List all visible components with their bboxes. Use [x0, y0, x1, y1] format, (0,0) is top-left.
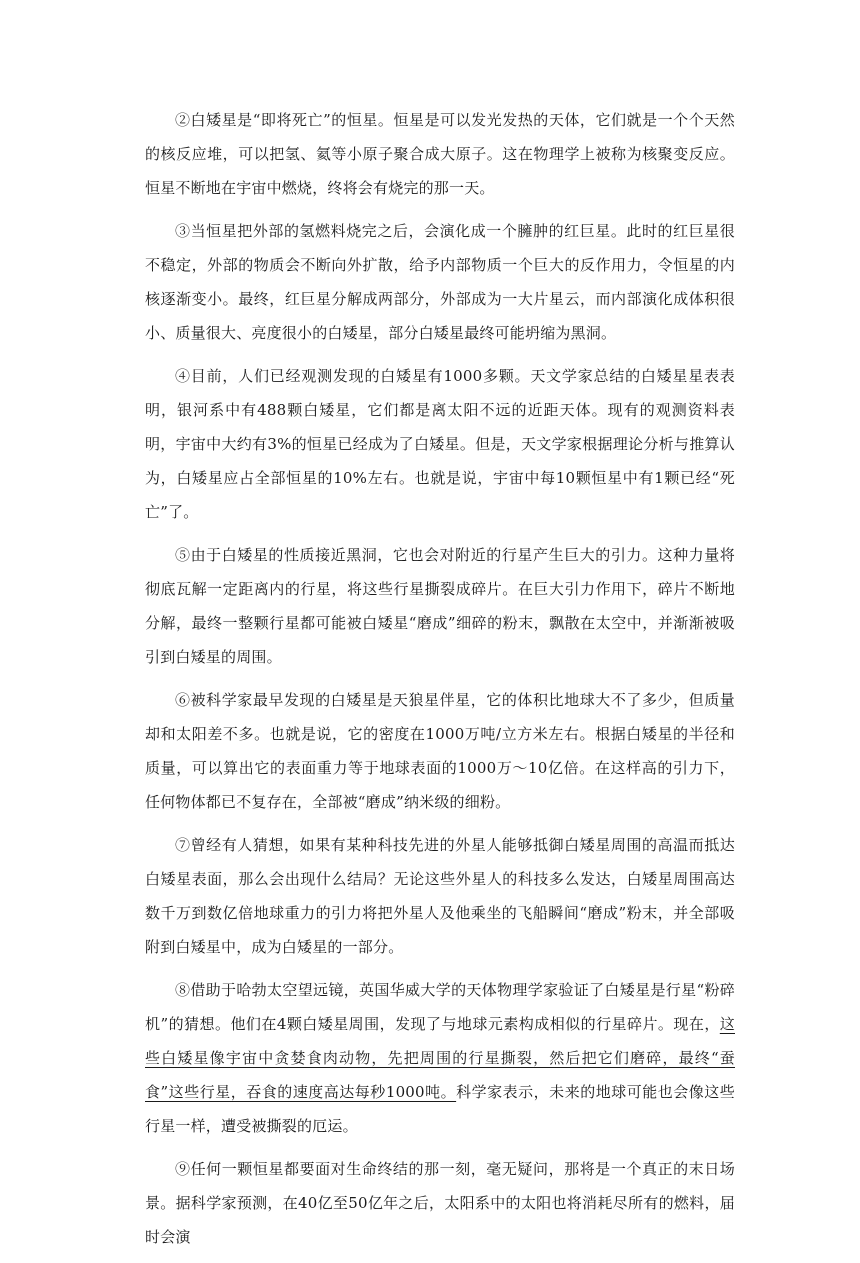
paragraph-4: [145, 359, 735, 529]
paragraph-text: ④目前，人们已经观测发现的白矮星有1000多颗。天文学家总结的白矮星星表表明，银河系中有488颗白矮星，它们都是离太阳不远的近距天体。现有的观测资料表明，宇宙中大约有3%的恒星已经成为了白矮星。但是，天文学家根据理论分析与推算认为，白矮星应占全部恒星的10%左右。也就是说，宇宙中每10颗恒星中有1颗已经“死亡”了。: [145, 367, 735, 521]
paragraph-7: [145, 828, 735, 964]
paragraph-text: ⑦曾经有人猜想，如果有某种科技先进的外星人能够抵御白矮星周围的高温而抵达白矮星表面，那么会出现什么结局？无论这些外星人的科技多么发达，白矮星周围高达数千万到数亿倍地球重力的引力将把外星人及他乘坐的飞船瞬间“磨成”粉末，并全部吸附到白矮星中，成为白矮星的一部分。: [145, 836, 735, 956]
paragraph-5: [145, 538, 735, 674]
paragraph-text: ⑧借助于哈勃太空望远镜，英国华威大学的天体物理学家验证了白矮星是行星“粉碎机”的猜想。他们在4颗白矮星周围，发现了与地球元素构成相似的行星碎片。现在，: [145, 981, 735, 1033]
paragraph-text: ⑨任何一颗恒星都要面对生命终结的那一刻，毫无疑问，那将是一个真正的末日场景。据科学家预测，在40亿至50亿年之后，太阳系中的太阳也将消耗尽所有的燃料，届时会演: [145, 1160, 735, 1246]
paragraph-3: [145, 214, 735, 350]
paragraph-8: [145, 973, 735, 1143]
paragraph-text: 科学家表示，未来的地球可能也会像这些行星一样，遭受被撕裂的厄运。: [145, 1083, 735, 1135]
paragraph-text: ⑥被科学家最早发现的白矮星是天狼星伴星，它的体积比地球大不了多少，但质量却和太阳差不多。也就是说，它的密度在1000万吨/立方米左右。根据白矮星的半径和质量，可以算出它的表面重力等于地球表面的1000万～10亿倍。在这样高的引力下，任何物体都已不复存在，全部被“磨成”纳米级的细粉。: [145, 691, 735, 811]
article-body: [145, 103, 735, 1263]
paragraph-2: [145, 103, 735, 205]
paragraph-text: ⑤由于白矮星的性质接近黑洞，它也会对附近的行星产生巨大的引力。这种力量将彻底瓦解一定距离内的行星，将这些行星撕裂成碎片。在巨大引力作用下，碎片不断地分解，最终一整颗行星都可能被白矮星“磨成”细碎的粉末，飘散在太空中，并渐渐被吸引到白矮星的周围。: [145, 546, 735, 666]
paragraph-text: ②白矮星是“即将死亡”的恒星。恒星是可以发光发热的天体，它们就是一个个天然的核反应堆，可以把氢、氦等小原子聚合成大原子。这在物理学上被称为核聚变反应。恒星不断地在宇宙中燃烧，终将会有烧完的那一天。: [145, 111, 735, 197]
paragraph-text: ③当恒星把外部的氢燃料烧完之后，会演化成一个臃肿的红巨星。此时的红巨星很不稳定，外部的物质会不断向外扩散，给予内部物质一个巨大的反作用力，令恒星的内核逐渐变小。最终，红巨星分解成两部分，外部成为一大片星云，而内部演化成体积很小、质量很大、亮度很小的白矮星，部分白矮星最终可能坍缩为黑洞。: [145, 222, 735, 342]
underlined-sentence: 这些白矮星像宇宙中贪婪食肉动物，先把周围的行星撕裂，然后把它们磨碎，最终“蚕食”这些行星，吞食的速度高达每秒1000吨。: [145, 1015, 735, 1101]
paragraph-6: [145, 683, 735, 819]
paragraph-9: [145, 1152, 735, 1254]
